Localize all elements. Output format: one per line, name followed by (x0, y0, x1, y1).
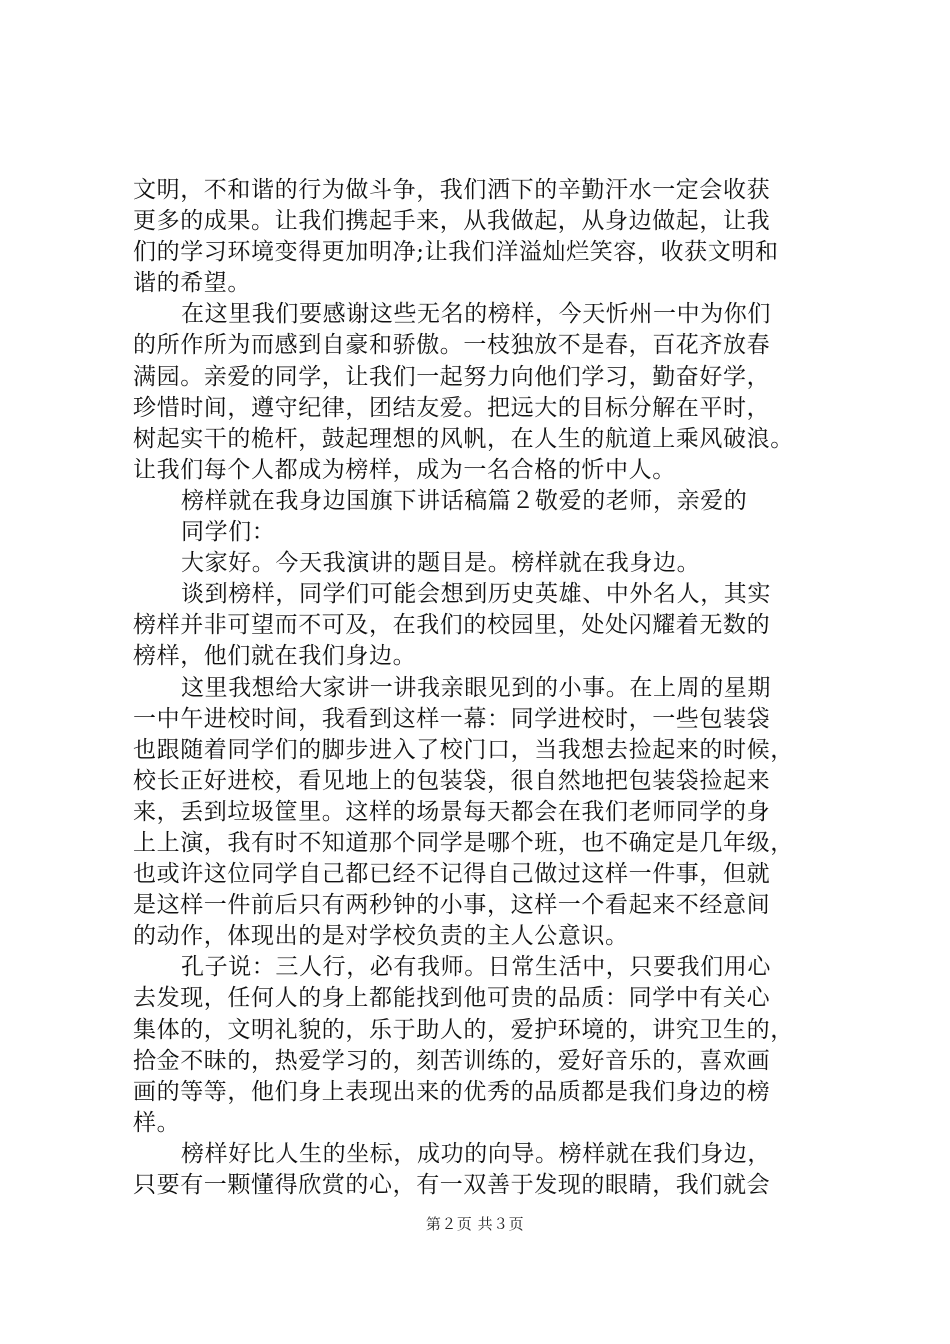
text-line: 拾金不昧的，热爱学习的，刻苦训练的，爱好音乐的，喜欢画 (133, 1047, 771, 1074)
text-line: 也跟随着同学们的脚步进入了校门口，当我想去捡起来的时候， (133, 736, 794, 763)
text-line: 画的等等，他们身上表现出来的优秀的品质都是我们身边的榜 (133, 1078, 771, 1105)
text-line: 去发现，任何人的身上都能找到他可贵的品质：同学中有关心 (133, 985, 771, 1012)
salutation-line: 同学们： (181, 519, 276, 546)
text-line: 珍惜时间，遵守纪律，团结友爱。把远大的目标分解在平时， (133, 394, 771, 421)
text-line: 也或许这位同学自己都已经不记得自己做过这样一件事，但就 (133, 861, 771, 888)
text-line: 的动作，体现出的是对学校负责的主人公意识。 (133, 923, 629, 950)
text-line: 样。 (133, 1109, 181, 1136)
paragraph-start-line: 这里我想给大家讲一讲我亲眼见到的小事。在上周的星期 (181, 674, 771, 701)
paragraph-start-line: 在这里我们要感谢这些无名的榜样，今天忻州一中为你们 (181, 301, 771, 328)
text-line: 的所作所为而感到自豪和骄傲。一枝独放不是春，百花齐放春 (133, 332, 771, 359)
text-line: 上上演，我有时不知道那个同学是哪个班，也不确定是几年级， (133, 829, 794, 856)
paragraph-start-line: 榜样好比人生的坐标，成功的向导。榜样就在我们身边， (181, 1140, 771, 1167)
text-line: 来，丢到垃圾筐里。这样的场景每天都会在我们老师同学的身 (133, 798, 771, 825)
text-line: 文明，不和谐的行为做斗争，我们洒下的辛勤汗水一定会收获 (133, 177, 771, 203)
paragraph-start-line: 大家好。今天我演讲的题目是。榜样就在我身边。 (181, 550, 701, 577)
text-line: 谐的希望。 (133, 270, 251, 297)
section-heading-line: 榜样就在我身边国旗下讲话稿篇２敬爱的老师，亲爱的 (181, 487, 748, 514)
paragraph-start-line: 谈到榜样，同学们可能会想到历史英雄、中外名人，其实 (181, 581, 771, 608)
text-line: 榜样，他们就在我们身边。 (133, 643, 417, 670)
paragraph-start-line: 孔子说：三人行，必有我师。日常生活中，只要我们用心 (181, 954, 771, 981)
document-body (133, 175, 833, 1201)
text-line: 榜样并非可望而不可及，在我们的校园里，处处闪耀着无数的 (133, 612, 771, 639)
text-line: 满园。亲爱的同学，让我们一起努力向他们学习，勤奋好学， (133, 363, 771, 390)
text-line: 只要有一颗懂得欣赏的心，有一双善于发现的眼睛，我们就会 (133, 1172, 771, 1198)
text-line: 更多的成果。让我们携起手来，从我做起，从身边做起，让我 (133, 208, 771, 235)
text-line: 是这样一件前后只有两秒钟的小事，这样一个看起来不经意间 (133, 892, 771, 919)
text-line: 集体的，文明礼貌的，乐于助人的，爱护环境的，讲究卫生的， (133, 1016, 794, 1043)
text-line: 校长正好进校，看见地上的包装袋，很自然地把包装袋捡起来 (133, 767, 771, 794)
text-line: 们的学习环境变得更加明净;让我们洋溢灿烂笑容，收获文明和 (133, 239, 779, 266)
text-line: 树起实干的桅杆，鼓起理想的风帆，在人生的航道上乘风破浪。 (133, 425, 794, 452)
text-line: 让我们每个人都成为榜样，成为一名合格的忻中人。 (133, 456, 676, 483)
text-line: 一中午进校时间，我看到这样一幕：同学进校时，一些包装袋 (133, 705, 771, 732)
page-footer: 第２页 共３页 (425, 1215, 525, 1233)
